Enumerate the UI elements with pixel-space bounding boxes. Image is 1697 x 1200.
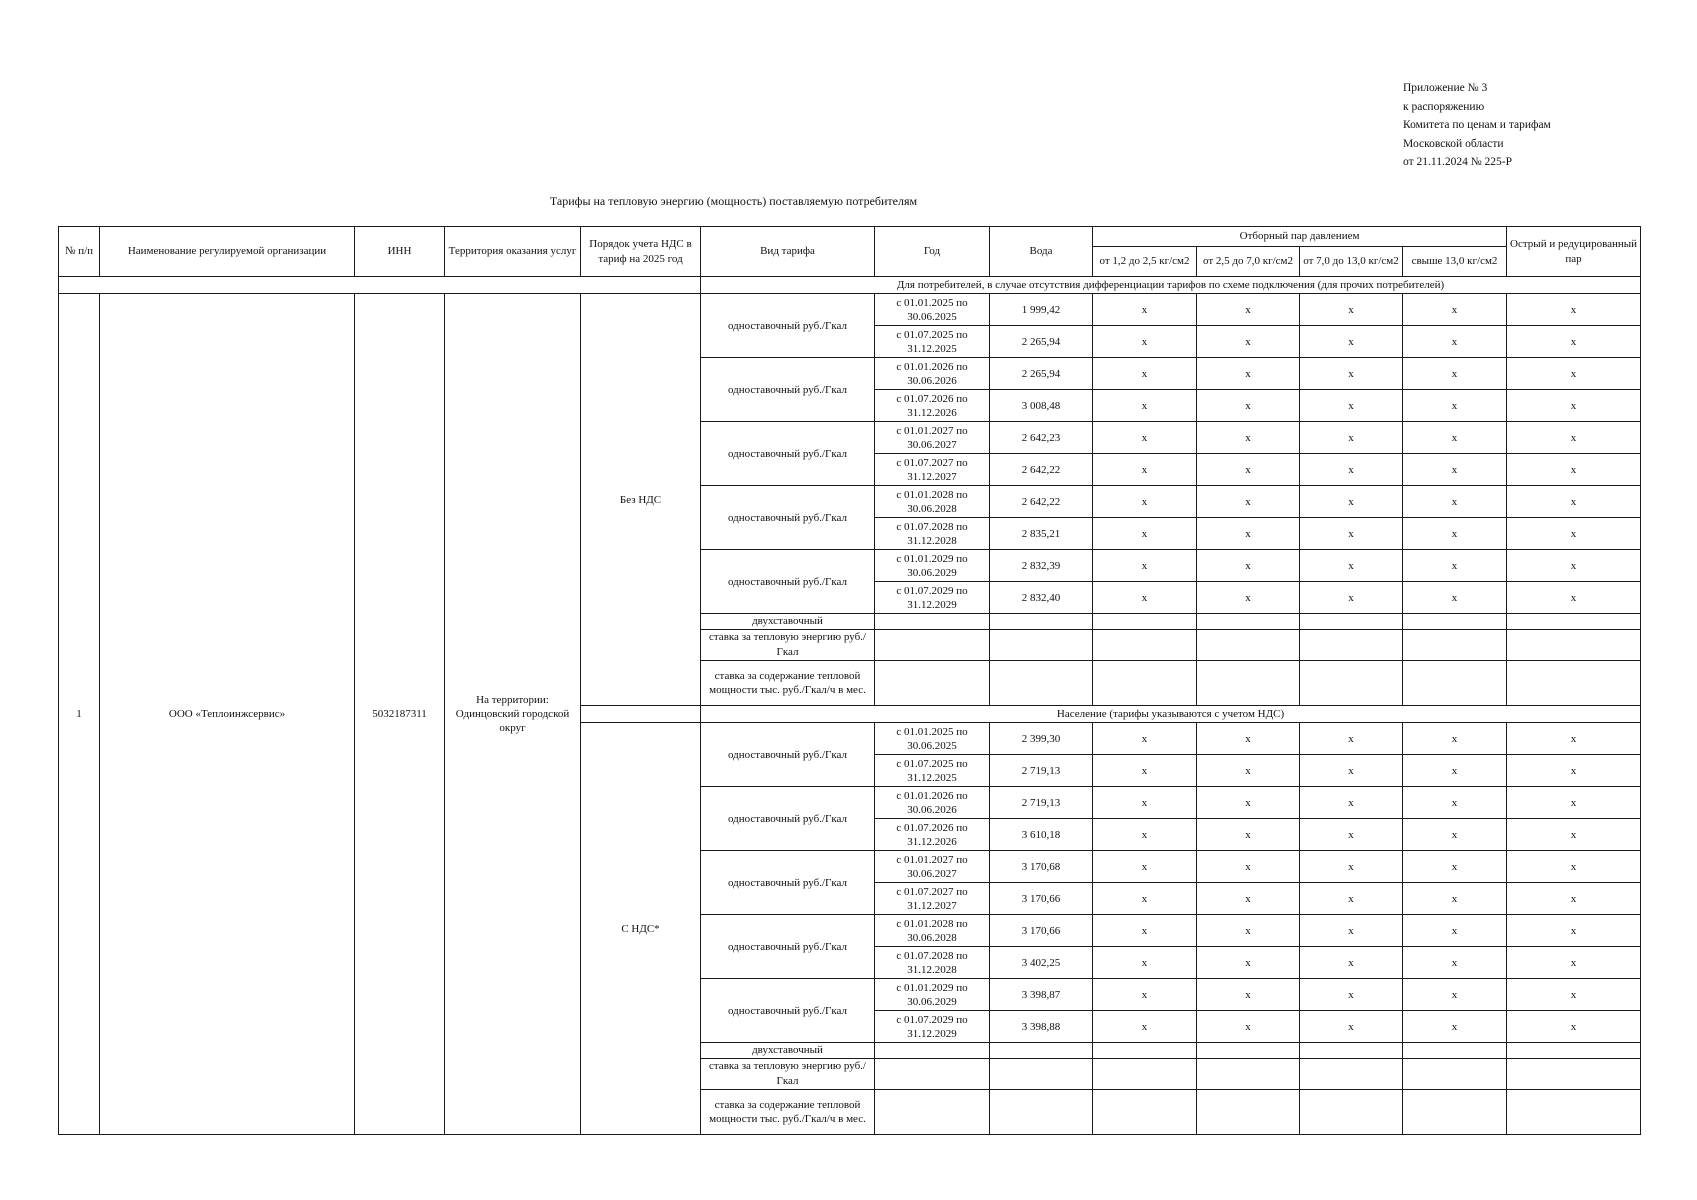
- steam-cell-empty: [1300, 1059, 1403, 1090]
- steam-value-x: x: [1507, 755, 1641, 787]
- steam-cell-empty: [1507, 661, 1641, 706]
- steam-value-x: x: [1507, 1011, 1641, 1043]
- steam-cell-empty: [1197, 630, 1300, 661]
- steam-value-x: x: [1093, 422, 1197, 454]
- steam-value-x: x: [1300, 422, 1403, 454]
- water-value: 2 399,30: [990, 723, 1093, 755]
- steam-cell-empty: [1507, 614, 1641, 630]
- period-cell: с 01.01.2025 по 30.06.2025: [875, 723, 990, 755]
- steam-value-x: x: [1093, 1011, 1197, 1043]
- steam-value-x: x: [1300, 390, 1403, 422]
- tariff-type-cell: одноставочный руб./Гкал: [701, 851, 875, 915]
- steam-cell-empty: [1197, 614, 1300, 630]
- steam-value-x: x: [1197, 326, 1300, 358]
- water-value: 2 832,39: [990, 550, 1093, 582]
- capacity-rate-label: ставка за содержание тепловой мощности тыс. руб./Гкал/ч в мес.: [701, 661, 875, 706]
- steam-value-x: x: [1507, 883, 1641, 915]
- steam-value-x: x: [1507, 390, 1641, 422]
- energy-rate-label: ставка за тепловую энергию руб./Гкал: [701, 630, 875, 661]
- steam-value-x: x: [1403, 883, 1507, 915]
- steam-value-x: x: [1403, 947, 1507, 979]
- steam-value-x: x: [1507, 582, 1641, 614]
- section-heading: Население (тарифы указываются с учетом НДС): [701, 706, 1641, 723]
- steam-value-x: x: [1507, 915, 1641, 947]
- steam-value-x: x: [1403, 550, 1507, 582]
- steam-value-x: x: [1197, 979, 1300, 1011]
- tariff-type-cell: одноставочный руб./Гкал: [701, 422, 875, 486]
- steam-value-x: x: [1197, 358, 1300, 390]
- steam-cell-empty: [1093, 1043, 1197, 1059]
- steam-value-x: x: [1197, 723, 1300, 755]
- steam-value-x: x: [1093, 915, 1197, 947]
- steam-value-x: x: [1507, 550, 1641, 582]
- steam-value-x: x: [1300, 326, 1403, 358]
- steam-value-x: x: [1300, 947, 1403, 979]
- water-value: 2 642,23: [990, 422, 1093, 454]
- period-cell: с 01.07.2025 по 31.12.2025: [875, 755, 990, 787]
- steam-value-x: x: [1403, 326, 1507, 358]
- steam-value-x: x: [1507, 723, 1641, 755]
- org-number: 1: [59, 294, 100, 1135]
- steam-value-x: x: [1093, 390, 1197, 422]
- steam-value-x: x: [1300, 518, 1403, 550]
- water-cell-empty: [990, 1059, 1093, 1090]
- header-sharp-steam: Острый и редуцированный пар: [1507, 227, 1641, 277]
- steam-value-x: x: [1300, 979, 1403, 1011]
- water-value: 2 265,94: [990, 358, 1093, 390]
- steam-value-x: x: [1300, 755, 1403, 787]
- steam-value-x: x: [1300, 851, 1403, 883]
- steam-value-x: x: [1507, 454, 1641, 486]
- water-cell-empty: [990, 630, 1093, 661]
- annex-line: от 21.11.2024 № 225-Р: [1403, 156, 1513, 168]
- tariff-type-cell: одноставочный руб./Гкал: [701, 486, 875, 550]
- steam-cell-empty: [1403, 614, 1507, 630]
- tariff-type-cell: одноставочный руб./Гкал: [701, 915, 875, 979]
- steam-cell-empty: [1403, 630, 1507, 661]
- period-cell: с 01.07.2028 по 31.12.2028: [875, 518, 990, 550]
- steam-cell-empty: [1507, 630, 1641, 661]
- steam-value-x: x: [1403, 755, 1507, 787]
- period-cell-empty: [875, 661, 990, 706]
- period-cell: с 01.07.2028 по 31.12.2028: [875, 947, 990, 979]
- steam-cell-empty: [1300, 1090, 1403, 1135]
- water-value: 3 170,66: [990, 883, 1093, 915]
- steam-value-x: x: [1093, 582, 1197, 614]
- period-cell: с 01.01.2028 по 30.06.2028: [875, 915, 990, 947]
- tariff-type-cell: одноставочный руб./Гкал: [701, 723, 875, 787]
- section-heading-row: [59, 277, 1641, 294]
- steam-cell-empty: [1093, 1090, 1197, 1135]
- period-cell-empty: [875, 1059, 990, 1090]
- steam-value-x: x: [1300, 883, 1403, 915]
- steam-value-x: x: [1507, 486, 1641, 518]
- steam-value-x: x: [1093, 883, 1197, 915]
- steam-cell-empty: [1197, 1090, 1300, 1135]
- org-territory: На территории: Одинцовский городской округ: [445, 294, 581, 1135]
- water-cell-empty: [990, 1043, 1093, 1059]
- period-cell: с 01.01.2027 по 30.06.2027: [875, 422, 990, 454]
- steam-value-x: x: [1403, 819, 1507, 851]
- steam-value-x: x: [1507, 326, 1641, 358]
- steam-value-x: x: [1197, 755, 1300, 787]
- steam-value-x: x: [1403, 390, 1507, 422]
- steam-cell-empty: [1300, 614, 1403, 630]
- steam-value-x: x: [1197, 915, 1300, 947]
- tariff-type-cell: одноставочный руб./Гкал: [701, 979, 875, 1043]
- steam-cell-empty: [1093, 1059, 1197, 1090]
- period-cell: с 01.01.2025 по 30.06.2025: [875, 294, 990, 326]
- water-value: 1 999,42: [990, 294, 1093, 326]
- tariff-type-cell: одноставочный руб./Гкал: [701, 358, 875, 422]
- header-inn: ИНН: [355, 227, 445, 277]
- steam-value-x: x: [1093, 723, 1197, 755]
- water-value: 2 719,13: [990, 787, 1093, 819]
- steam-value-x: x: [1197, 582, 1300, 614]
- steam-value-x: x: [1093, 326, 1197, 358]
- steam-value-x: x: [1093, 454, 1197, 486]
- water-value: 3 402,25: [990, 947, 1093, 979]
- steam-cell-empty: [1197, 661, 1300, 706]
- steam-value-x: x: [1300, 723, 1403, 755]
- period-cell: с 01.01.2027 по 30.06.2027: [875, 851, 990, 883]
- org-name: ООО «Теплоинжсервис»: [100, 294, 355, 1135]
- steam-value-x: x: [1093, 787, 1197, 819]
- steam-value-x: x: [1093, 755, 1197, 787]
- vat-order-cell: Без НДС: [581, 294, 701, 706]
- steam-value-x: x: [1197, 787, 1300, 819]
- steam-value-x: x: [1197, 294, 1300, 326]
- steam-cell-empty: [1197, 1043, 1300, 1059]
- steam-cell-empty: [1403, 1090, 1507, 1135]
- steam-value-x: x: [1197, 819, 1300, 851]
- steam-value-x: x: [1300, 486, 1403, 518]
- steam-cell-empty: [1093, 614, 1197, 630]
- vat-order-cell: С НДС*: [581, 723, 701, 1135]
- water-value: 3 170,68: [990, 851, 1093, 883]
- steam-value-x: x: [1300, 358, 1403, 390]
- annex-line: Приложение № 3: [1403, 82, 1488, 94]
- water-cell-empty: [990, 614, 1093, 630]
- header-year: Год: [875, 227, 990, 277]
- steam-cell-empty: [1300, 661, 1403, 706]
- steam-value-x: x: [1507, 358, 1641, 390]
- steam-value-x: x: [1093, 294, 1197, 326]
- steam-cell-empty: [1507, 1043, 1641, 1059]
- header-steam-4: свыше 13,0 кг/см2: [1403, 247, 1507, 277]
- period-cell: с 01.01.2029 по 30.06.2029: [875, 979, 990, 1011]
- water-value: 3 398,88: [990, 1011, 1093, 1043]
- steam-value-x: x: [1403, 723, 1507, 755]
- steam-value-x: x: [1403, 486, 1507, 518]
- steam-value-x: x: [1197, 851, 1300, 883]
- period-cell: с 01.01.2029 по 30.06.2029: [875, 550, 990, 582]
- two-rate-label: двухставочный: [701, 614, 875, 630]
- header-row: [59, 227, 1641, 247]
- steam-value-x: x: [1403, 518, 1507, 550]
- header-steam-1: от 1,2 до 2,5 кг/см2: [1093, 247, 1197, 277]
- section-heading: Для потребителей, в случае отсутствия дифференциации тарифов по схеме подключения (для прочих потребителей): [701, 277, 1641, 294]
- period-cell: с 01.07.2026 по 31.12.2026: [875, 390, 990, 422]
- period-cell: с 01.07.2026 по 31.12.2026: [875, 819, 990, 851]
- steam-value-x: x: [1093, 851, 1197, 883]
- steam-value-x: x: [1093, 518, 1197, 550]
- steam-value-x: x: [1403, 1011, 1507, 1043]
- steam-cell-empty: [1403, 1059, 1507, 1090]
- period-cell-empty: [875, 1090, 990, 1135]
- steam-cell-empty: [1300, 630, 1403, 661]
- steam-value-x: x: [1300, 550, 1403, 582]
- period-cell: с 01.07.2027 по 31.12.2027: [875, 454, 990, 486]
- header-water: Вода: [990, 227, 1093, 277]
- water-value: 3 398,87: [990, 979, 1093, 1011]
- steam-value-x: x: [1403, 358, 1507, 390]
- steam-cell-empty: [1093, 661, 1197, 706]
- section-heading-blank: [59, 277, 701, 294]
- document-title: Тарифы на тепловую энергию (мощность) поставляемую потребителям: [549, 194, 918, 208]
- water-value: 2 832,40: [990, 582, 1093, 614]
- header-num: № п/п: [59, 227, 100, 277]
- period-cell-empty: [875, 1043, 990, 1059]
- steam-value-x: x: [1300, 819, 1403, 851]
- header-org: Наименование регулируемой организации: [100, 227, 355, 277]
- steam-value-x: x: [1403, 422, 1507, 454]
- header-steam-2: от 2,5 до 7,0 кг/см2: [1197, 247, 1300, 277]
- steam-value-x: x: [1093, 358, 1197, 390]
- steam-value-x: x: [1197, 550, 1300, 582]
- tariff-type-cell: одноставочный руб./Гкал: [701, 294, 875, 358]
- period-cell-empty: [875, 630, 990, 661]
- steam-value-x: x: [1507, 851, 1641, 883]
- steam-value-x: x: [1300, 454, 1403, 486]
- capacity-rate-label: ставка за содержание тепловой мощности тыс. руб./Гкал/ч в мес.: [701, 1090, 875, 1135]
- org-inn: 5032187311: [355, 294, 445, 1135]
- steam-value-x: x: [1507, 787, 1641, 819]
- steam-value-x: x: [1507, 294, 1641, 326]
- document-title-row: [0, 194, 1697, 209]
- steam-cell-empty: [1403, 1043, 1507, 1059]
- steam-value-x: x: [1093, 819, 1197, 851]
- water-value: 3 008,48: [990, 390, 1093, 422]
- tariff-type-cell: одноставочный руб./Гкал: [701, 550, 875, 614]
- annex-line: Комитета по ценам и тарифам: [1403, 119, 1551, 131]
- steam-value-x: x: [1197, 518, 1300, 550]
- period-cell: с 01.07.2029 по 31.12.2029: [875, 1011, 990, 1043]
- steam-value-x: x: [1197, 422, 1300, 454]
- steam-cell-empty: [1093, 630, 1197, 661]
- steam-value-x: x: [1093, 979, 1197, 1011]
- period-cell: с 01.01.2026 по 30.06.2026: [875, 358, 990, 390]
- header-steam-group: Отборный пар давлением: [1093, 227, 1507, 247]
- steam-value-x: x: [1197, 1011, 1300, 1043]
- water-value: 2 835,21: [990, 518, 1093, 550]
- water-value: 2 642,22: [990, 486, 1093, 518]
- steam-value-x: x: [1197, 454, 1300, 486]
- steam-value-x: x: [1507, 979, 1641, 1011]
- tariff-type-cell: одноставочный руб./Гкал: [701, 787, 875, 851]
- steam-value-x: x: [1197, 486, 1300, 518]
- period-cell: с 01.01.2028 по 30.06.2028: [875, 486, 990, 518]
- water-value: 3 610,18: [990, 819, 1093, 851]
- steam-value-x: x: [1300, 1011, 1403, 1043]
- water-cell-empty: [990, 661, 1093, 706]
- section-heading-blank: [581, 706, 701, 723]
- header-tariff-type: Вид тарифа: [701, 227, 875, 277]
- steam-value-x: x: [1197, 883, 1300, 915]
- steam-value-x: x: [1403, 582, 1507, 614]
- annex-line: Московской области: [1403, 137, 1504, 150]
- steam-cell-empty: [1403, 661, 1507, 706]
- tariff-table: [58, 226, 1641, 1135]
- tariff-row: [59, 294, 1641, 326]
- steam-cell-empty: [1507, 1090, 1641, 1135]
- steam-value-x: x: [1093, 947, 1197, 979]
- period-cell: с 01.01.2026 по 30.06.2026: [875, 787, 990, 819]
- steam-value-x: x: [1507, 422, 1641, 454]
- steam-value-x: x: [1403, 294, 1507, 326]
- steam-value-x: x: [1300, 582, 1403, 614]
- steam-value-x: x: [1197, 947, 1300, 979]
- steam-value-x: x: [1403, 787, 1507, 819]
- steam-value-x: x: [1403, 851, 1507, 883]
- steam-value-x: x: [1507, 947, 1641, 979]
- annex-block: [1403, 79, 1551, 172]
- period-cell: с 01.07.2027 по 31.12.2027: [875, 883, 990, 915]
- steam-value-x: x: [1300, 294, 1403, 326]
- steam-value-x: x: [1403, 915, 1507, 947]
- water-value: 3 170,66: [990, 915, 1093, 947]
- header-steam-3: от 7,0 до 13,0 кг/см2: [1300, 247, 1403, 277]
- water-value: 2 265,94: [990, 326, 1093, 358]
- steam-value-x: x: [1300, 915, 1403, 947]
- energy-rate-label: ставка за тепловую энергию руб./Гкал: [701, 1059, 875, 1090]
- period-cell: с 01.07.2029 по 31.12.2029: [875, 582, 990, 614]
- steam-value-x: x: [1403, 454, 1507, 486]
- water-cell-empty: [990, 1090, 1093, 1135]
- header-territory: Территория оказания услуг: [445, 227, 581, 277]
- steam-cell-empty: [1197, 1059, 1300, 1090]
- steam-cell-empty: [1507, 1059, 1641, 1090]
- two-rate-label: двухставочный: [701, 1043, 875, 1059]
- annex-line: к распоряжению: [1403, 100, 1485, 113]
- steam-value-x: x: [1093, 486, 1197, 518]
- steam-value-x: x: [1197, 390, 1300, 422]
- water-value: 2 642,22: [990, 454, 1093, 486]
- steam-value-x: x: [1403, 979, 1507, 1011]
- water-value: 2 719,13: [990, 755, 1093, 787]
- period-cell-empty: [875, 614, 990, 630]
- steam-value-x: x: [1300, 787, 1403, 819]
- header-vat-order: Порядок учета НДС в тариф на 2025 год: [581, 227, 701, 277]
- steam-value-x: x: [1507, 819, 1641, 851]
- steam-value-x: x: [1507, 518, 1641, 550]
- steam-cell-empty: [1300, 1043, 1403, 1059]
- steam-value-x: x: [1093, 550, 1197, 582]
- period-cell: с 01.07.2025 по 31.12.2025: [875, 326, 990, 358]
